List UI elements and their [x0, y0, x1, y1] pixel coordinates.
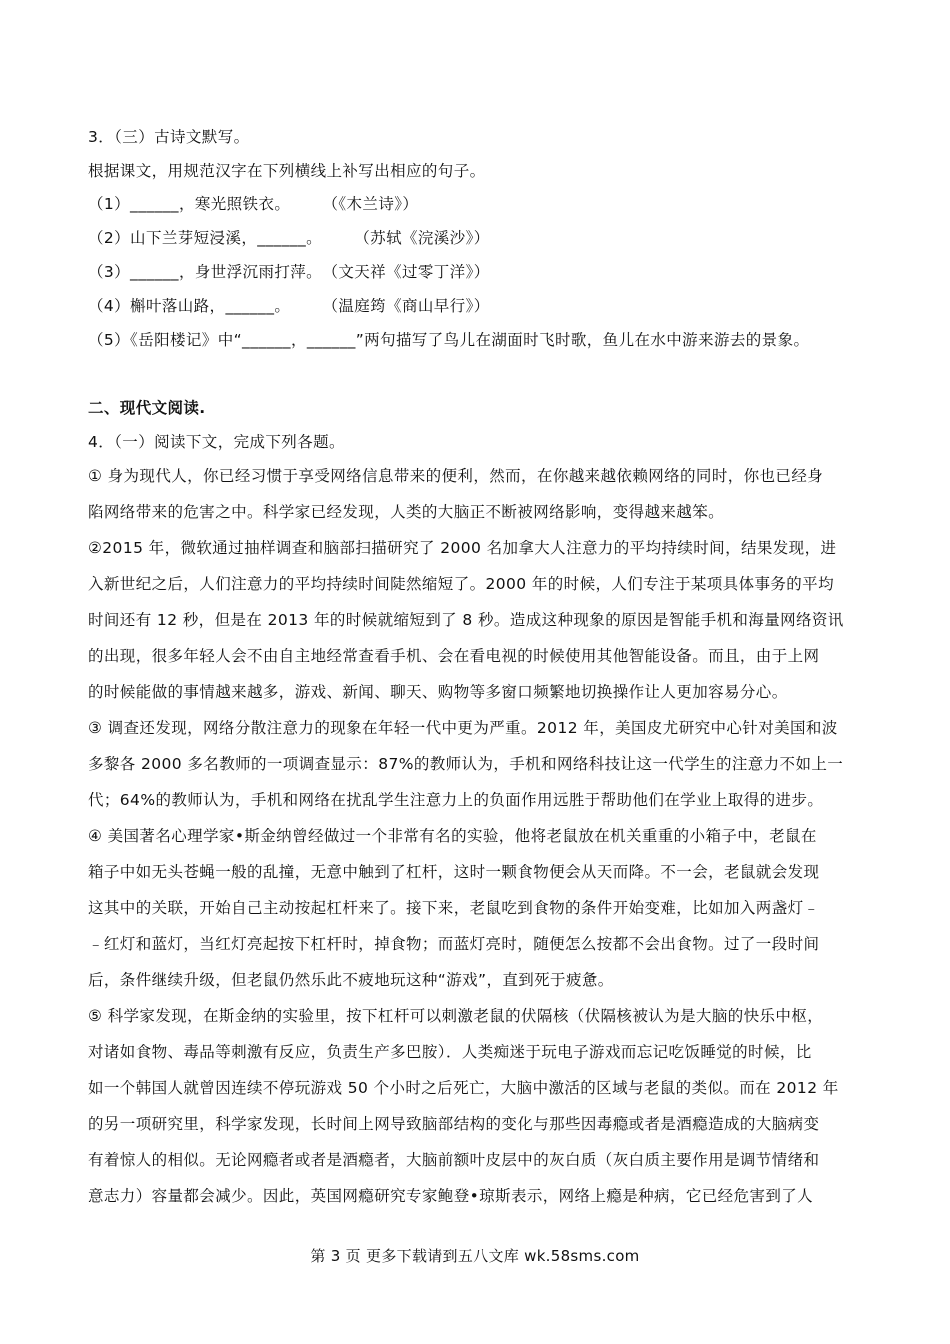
passage-line: 多黎各 2000 多名教师的一项调查显示：87%的教师认为，手机和网络科技让这一代学生的注意力不如上一 [88, 755, 844, 773]
fill-blank-item: （3）______，身世浮沉雨打萍。 （文天祥《过零丁洋》） [88, 263, 490, 281]
section-title: 二、现代文阅读. [88, 399, 206, 417]
fill-blank-item: （4）槲叶落山路，______。 （温庭筠《商山早行》） [88, 297, 490, 315]
passage-line: 有着惊人的相似。无论网瘾者或者是酒瘾者，大脑前额叶皮层中的灰白质（灰白质主要作用是调节情绪和 [88, 1151, 820, 1169]
page-footer: 第 3 页 更多下载请到五八文库 wk.58sms.com [310, 1247, 640, 1265]
passage-line: 时间还有 12 秒，但是在 2013 年的时候就缩短到了 8 秒。造成这种现象的原因是智能手机和海量网络资讯 [88, 611, 844, 629]
question-3-heading: 3．（三）古诗文默写。 [88, 128, 250, 146]
passage-line: 陷网络带来的危害之中。科学家已经发现，人类的大脑正不断被网络影响，变得越来越笨。 [88, 503, 725, 521]
passage-line: 意志力）容量都会减少。因此，英国网瘾研究专家鲍登•琼斯表示，网络上瘾是种病，它已经危害到了人 [88, 1187, 814, 1205]
fill-blank-item: （5）《岳阳楼记》中“______，______”两句描写了鸟儿在湖面时飞时歌，鱼儿在水中游来游去的景象。 [88, 331, 810, 349]
passage-line: 对诸如食物、毒品等刺激有反应，负责生产多巴胺）．人类痴迷于玩电子游戏而忘记吃饭睡觉的时候，比 [88, 1043, 812, 1061]
passage-line: 代；64%的教师认为，手机和网络在扰乱学生注意力上的负面作用远胜于帮助他们在学业上取得的进步。 [88, 791, 824, 809]
passage-line: 这其中的关联，开始自己主动按起杠杆来了。接下来，老鼠吃到食物的条件开始变难，比如加入两盏灯﹣ [88, 899, 820, 917]
passage-line: 后，条件继续升级，但老鼠仍然乐此不疲地玩这种“游戏”，直到死于疲惫。 [88, 971, 614, 989]
question-3-instruction: 根据课文，用规范汉字在下列横线上补写出相应的句子。 [88, 162, 486, 180]
passage-line: 入新世纪之后，人们注意力的平均持续时间陡然缩短了。2000 年的时候，人们专注于某项具体事务的平均 [88, 575, 834, 593]
passage-line: ﹣红灯和蓝灯，当红灯亮起按下杠杆时，掉食物；而蓝灯亮时，随便怎么按都不会出食物。过了一段时间 [88, 935, 820, 953]
passage-line: ④ 美国著名心理学家•斯金纳曾经做过一个非常有名的实验，他将老鼠放在机关重重的小箱子中，老鼠在 [88, 827, 817, 845]
passage-line: 的另一项研究里，科学家发现，长时间上网导致脑部结构的变化与那些因毒瘾或者是酒瘾造成的大脑病变 [88, 1115, 820, 1133]
passage-line: ⑤ 科学家发现，在斯金纳的实验里，按下杠杆可以刺激老鼠的伏隔核（伏隔核被认为是大脑的快乐中枢， [88, 1007, 824, 1025]
passage-line: ③ 调查还发现，网络分散注意力的现象在年轻一代中更为严重。2012 年，美国皮尤研究中心针对美国和波 [88, 719, 838, 737]
question-4-heading: 4．（一）阅读下文，完成下列各题。 [88, 433, 345, 451]
passage-line: ②2015 年，微软通过抽样调查和脑部扫描研究了 2000 名加拿大人注意力的平均持续时间，结果发现，进 [88, 539, 837, 557]
passage-line: 如一个韩国人就曾因连续不停玩游戏 50 个小时之后死亡，大脑中激活的区域与老鼠的类似。而在 2012 年 [88, 1079, 839, 1097]
passage-line: 的时候能做的事情越来越多，游戏、新闻、聊天、购物等多窗口频繁地切换操作让人更加容易分心。 [88, 683, 788, 701]
passage-line: 箱子中如无头苍蝇一般的乱撞，无意中触到了杠杆，这时一颗食物便会从天而降。不一会，老鼠就会发现 [88, 863, 820, 881]
passage-line: ① 身为现代人，你已经习惯于享受网络信息带来的便利，然而，在你越来越依赖网络的同时，你也已经身 [88, 467, 824, 485]
passage-line: 的出现，很多年轻人会不由自主地经常查看手机、会在看电视的时候使用其他智能设备。而且，由于上网 [88, 647, 820, 665]
fill-blank-item: （2）山下兰芽短浸溪，______。 （苏轼《浣溪沙》） [88, 229, 490, 247]
fill-blank-item: （1）______，寒光照铁衣。 （《木兰诗》） [88, 195, 419, 213]
